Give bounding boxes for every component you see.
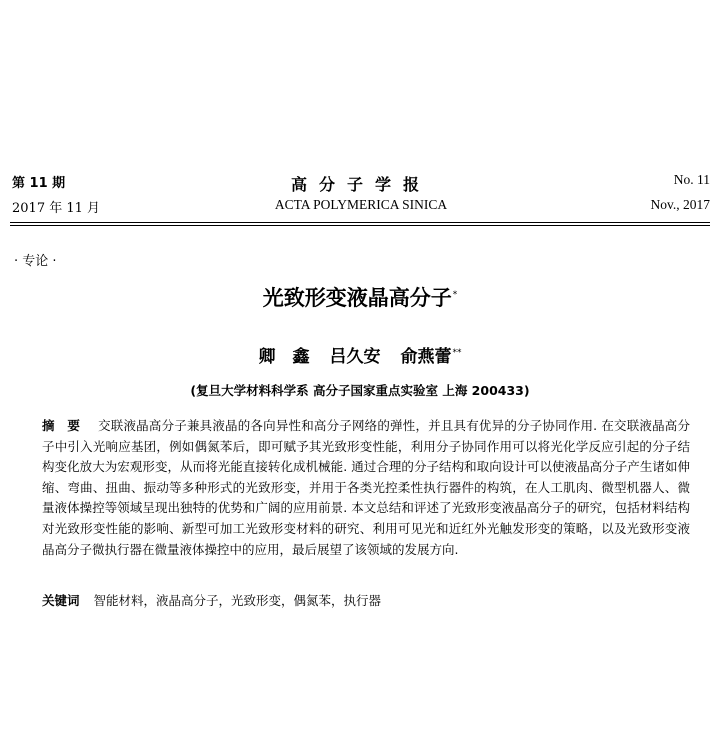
abstract (42, 416, 690, 560)
author-2: 吕久安 (329, 347, 381, 367)
author-3: 俞燕蕾 (400, 347, 452, 367)
author-1: 卿 鑫 (258, 347, 310, 367)
corresponding-author-mark: ** (452, 348, 462, 359)
abstract-label: 摘 要 (42, 418, 81, 433)
paper-title (0, 282, 720, 312)
paper-title-text: 光致形变液晶高分子 (262, 286, 452, 310)
header-rule-bottom (10, 225, 710, 226)
date-en: Nov., 2017 (650, 197, 710, 212)
header-rule-top (10, 222, 710, 223)
author-list (0, 342, 720, 367)
journal-title-en: ACTA POLYMERICA SINICA (274, 197, 448, 212)
journal-header-row-2 (12, 197, 710, 219)
journal-header-row-1 (12, 172, 710, 194)
affiliation: (复旦大学材料科学系 高分子国家重点实验室 上海 200433) (190, 383, 530, 398)
keywords (42, 591, 690, 609)
date-cn: 2017 年 11 月 (12, 201, 101, 216)
column-label: · 专论 · (14, 254, 57, 269)
issue-number: No. 11 (673, 172, 710, 187)
issue-label: 第 11 期 (12, 176, 66, 191)
abstract-text: 交联液晶高分子兼具液晶的各向异性和高分子网络的弹性，并且具有优异的分子协同作用. 在交联液晶高分子中引入光响应基团，例如偶氮苯后，即可赋予其光致形变性能，利用分子协同作用可以将光化学反应引起的分子结构变化放大为宏观形变，从而将光能直接转化成机械能. 通过合理的分子结构和取向设计可以使液晶高分子产生诸如伸缩、弯曲、扭曲、振动等多种形式的光致形变，并用于各类光控柔性执行器件的构筑，在人工肌肉、微型机器人、微量液体操控等领域呈现出独特的优势和广阔的应用前景. 本文总结和评述了光致形变液晶高分子的研究，包括材料结构对光致形变性能的影响、新型可加工光致形变材料的研究、利用可见光和近红外光触发形变的策略，以及光致形变液晶高分子微执行器在微量液体操控中的应用，最后展望了该领域的发展方向. (42, 418, 690, 557)
title-footnote-mark: * (452, 290, 458, 300)
keywords-text: 智能材料，液晶高分子，光致形变，偶氮苯，执行器 (93, 593, 382, 608)
journal-title-cn: 高分子学报 (290, 175, 431, 194)
keywords-label: 关键词 (42, 593, 80, 608)
